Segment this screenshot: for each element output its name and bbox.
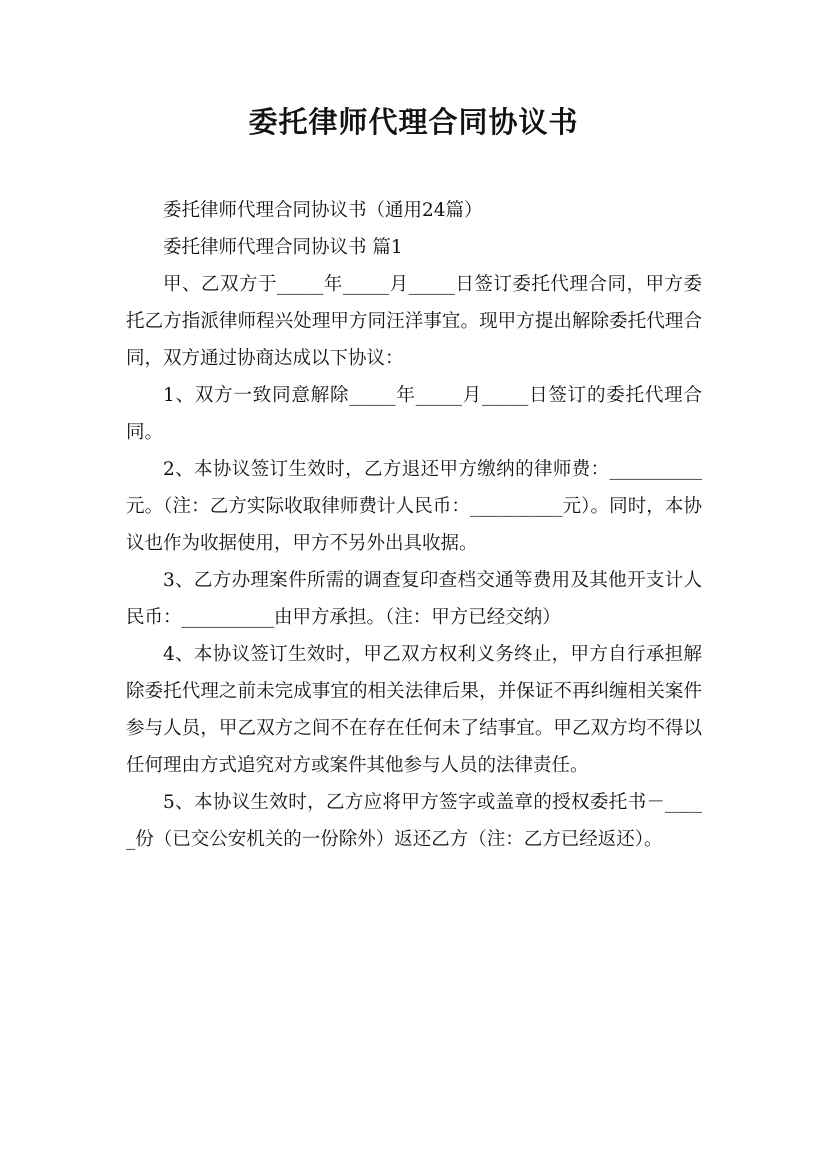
paragraph-clause-3: 3、乙方办理案件所需的调查复印查档交通等费用及其他开支计人民币：__________由甲方承担。（注：甲方已经交纳）	[126, 570, 702, 628]
paragraph-clause-4: 4、本协议签订生效时，甲乙双方权利义务终止，甲方自行承担解除委托代理之前未完成事宜的相关法律后果，并保证不再纠缠相关案件参与人员，甲乙双方之间不在存在任何未了结事宜。甲乙双方均不得以任何理由方式追究对方或案件其他参与人员的法律责任。	[126, 644, 702, 776]
paragraph-intro: 甲、乙双方于_____年_____月_____日签订委托代理合同，甲方委托乙方指派律师程兴处理甲方同汪洋事宜。现甲方提出解除委托代理合同，双方通过协商达成以下协议：	[126, 274, 702, 369]
document-title: 委托律师代理合同协议书	[248, 105, 579, 139]
section-heading: 委托律师代理合同协议书 篇1	[163, 237, 403, 258]
document-subtitle: 委托律师代理合同协议书（通用24篇）	[163, 200, 483, 221]
paragraph-clause-2: 2、本协议签订生效时，乙方退还甲方缴纳的律师费：__________元。（注：乙方实际收取律师费计人民币：__________元）。同时，本协议也作为收据使用，甲方不另外出具收据。	[126, 459, 702, 554]
paragraph-clause-1: 1、双方一致同意解除_____年_____月_____日签订的委托代理合同。	[126, 385, 702, 443]
document-body	[126, 192, 702, 858]
paragraph-clause-5: 5、本协议生效时，乙方应将甲方签字或盖章的授权委托书－_____份（已交公安机关的一份除外）返还乙方（注：乙方已经返还）。	[126, 792, 702, 850]
